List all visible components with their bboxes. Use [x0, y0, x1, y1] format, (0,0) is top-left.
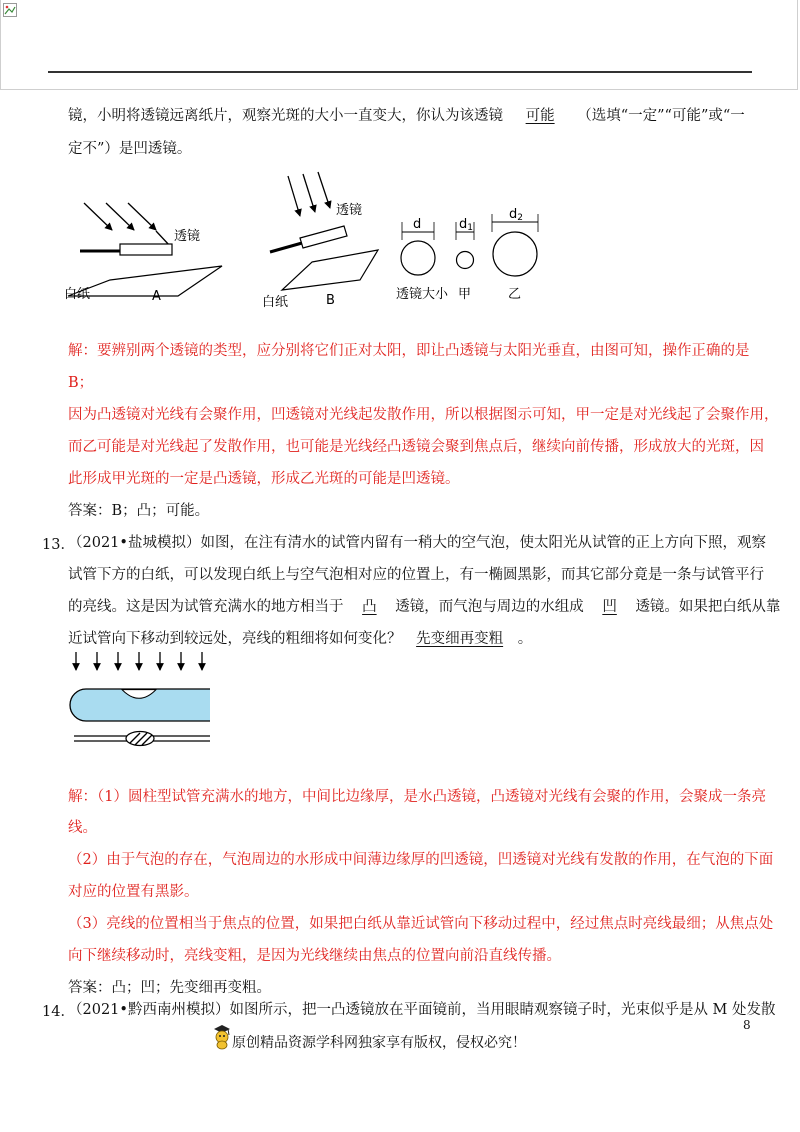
q13-text-c: 透镜。如果把白纸从靠 [635, 599, 781, 615]
label-d: d [413, 217, 422, 232]
q13-text-a: 的亮线。这是因为试管充满水的地方相当于 [68, 599, 344, 615]
q12-line1 [68, 106, 745, 126]
copyright-footer: 原创精品资源学科网独家享有版权，侵权必究！ [232, 1035, 526, 1051]
q13-line4 [68, 629, 532, 649]
q13-solution-2: 线。 [68, 820, 97, 836]
header-rule [48, 71, 752, 73]
label-d2: d2 [509, 207, 523, 223]
q12-solution-2: B； [68, 375, 94, 391]
label-b-lens: 透镜 [336, 203, 363, 218]
mascot-icon [212, 1024, 232, 1050]
q12-text-post: （选填“一定”“可能”或“一 [577, 108, 745, 124]
q12-answer: 答案：B；凸；可能。 [68, 503, 210, 519]
spot-circles [396, 207, 538, 302]
q12-blank: 可能 [525, 108, 555, 124]
q12-solution-4: 而乙可能是对光线起了发散作用，也可能是光线经凸透镜会聚到焦点后，继续向前传播，形成放大的光斑，因 [68, 439, 764, 455]
q12-solution-5: 此形成甲光斑的一定是凸透镜，形成乙光斑的可能是凹透镜。 [68, 471, 460, 487]
q13-answer: 答案：凸；凹；先变细再变粗。 [68, 980, 271, 996]
q13-line2: 试管下方的白纸，可以发现白纸上与空气泡相对应的位置上，有一椭圆黑影，而其它部分竟是一条与试管平行 [68, 567, 764, 583]
label-lens-size: 透镜大小 [396, 287, 449, 302]
figure-a [64, 203, 222, 304]
q13-figure [64, 650, 214, 750]
label-b: B [326, 293, 335, 308]
label-a: A [152, 289, 161, 304]
q13-line3 [68, 597, 780, 617]
label-b-paper: 白纸 [262, 295, 289, 310]
q13-blank-2: 凹 [602, 599, 617, 615]
q12-solution-3: 因为凸透镜对光线有会聚作用，凹透镜对光线起发散作用，所以根据图示可知，甲一定是对光线起了会聚作用， [68, 407, 779, 423]
label-a-paper: 白纸 [64, 287, 91, 302]
sunlight-arrows [76, 652, 202, 670]
q12-line2: 定不”）是凹透镜。 [68, 141, 192, 157]
q12-solution-1: 解：要辨别两个透镜的类型，应分别将它们正对太阳，即让凸透镜与太阳光垂直，由图可知，操作正确的是 [68, 343, 750, 359]
label-d1: d1 [459, 217, 473, 233]
label-jia: 甲 [458, 287, 472, 302]
header-frame [0, 0, 798, 90]
q13-text-b: 透镜，而气泡与周边的水组成 [395, 599, 584, 615]
q12-text: 镜，小明将透镜远离纸片，观察光斑的大小一直变大，你认为该透镜 [68, 108, 503, 124]
q14-number: 14． [42, 1004, 75, 1020]
q13-solution-3: （2）由于气泡的存在，气泡周边的水形成中间薄边缘厚的凹透镜，凹透镜对光线有发散的作用，在气泡的下面 [68, 852, 774, 868]
q13-text-d: 近试管向下移动到较远处，亮线的粗细将如何变化？ [68, 631, 402, 647]
q13-solution-4: 对应的位置有黑影。 [68, 884, 199, 900]
q13-blank-3: 先变细再变粗 [416, 631, 504, 647]
page-number: 8 [743, 1018, 751, 1032]
q13-solution-5: （3）亮线的位置相当于焦点的位置，如果把白纸从靠近试管向下移动过程中，经过焦点时亮线最细；从焦点处 [68, 916, 774, 932]
q13-line1: （2021•盐城模拟）如图，在注有清水的试管内留有一稍大的空气泡，使太阳光从试管的正上方向下照，观察 [68, 535, 766, 551]
q14-line1: （2021•黔西南州模拟）如图所示，把一凸透镜放在平面镜前，当用眼睛观察镜子时，光束似乎是从 M 处发散 [68, 1002, 776, 1018]
broken-image-icon [3, 3, 17, 17]
q13-solution-1: 解：（1）圆柱型试管充满水的地方，中间比边缘厚，是水凸透镜，凸透镜对光线有会聚的作用，会聚成一条亮 [68, 789, 766, 805]
figure-b [262, 172, 378, 310]
q13-text-e: 。 [517, 631, 533, 647]
q13-solution-6: 向下继续移动时，亮线变粗，是因为光线继续由焦点的位置向前沿直线传播。 [68, 948, 561, 964]
q13-number: 13． [42, 537, 75, 553]
label-a-lens: 透镜 [174, 229, 201, 244]
q13-blank-1: 凸 [362, 599, 377, 615]
q12-figure [60, 170, 580, 312]
label-yi: 乙 [508, 287, 522, 302]
